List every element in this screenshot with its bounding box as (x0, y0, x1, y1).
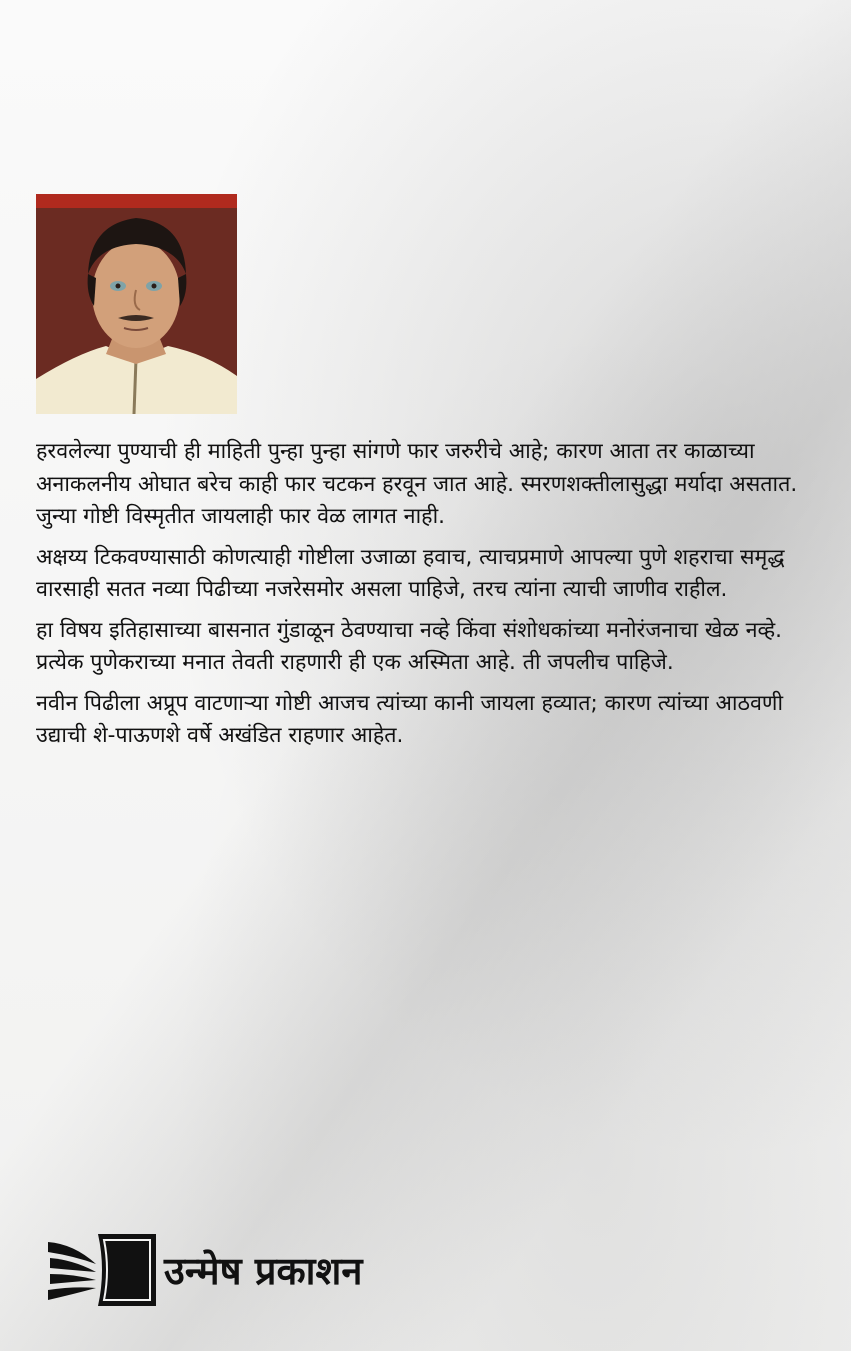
author-portrait-icon (36, 194, 237, 414)
author-photo (36, 194, 237, 414)
publisher-block (44, 1225, 362, 1315)
blurb-paragraph-2: अक्षय्य टिकवण्यासाठी कोणत्याही गोष्टीला उजाळा हवाच, त्याचप्रमाणे आपल्या पुणे शहराचा समृद्ध वारसाही सतत नव्या पिढीच्या नजरेसमोर असला पाहिजे, तरच त्यांना त्याची जाणीव राहील. (36, 544, 785, 602)
blurb-paragraph-4: नवीन पिढीला अप्रूप वाटणाऱ्या गोष्टी आजच त्यांच्या कानी जायला हव्यात; कारण त्यांच्या आठवणी उद्याची शे-पाऊणशे वर्षे अखंडित राहणार आहेत. (36, 690, 784, 748)
book-flame-logo-icon (44, 1230, 156, 1310)
publisher-name: उन्मेष प्रकाशन (164, 1249, 363, 1293)
blurb-paragraph-1: हरवलेल्या पुण्याची ही माहिती पुन्हा पुन्हा सांगणे फार जरुरीचे आहे; कारण आता तर काळाच्या अनाकलनीय ओघात बरेच काही फार चटकन हरवून जात आहे. स्मरणशक्तीलासुद्धा मर्यादा असतात. जुन्या गोष्टी विस्मृतीत जायलाही फार वेळ लागत नाही. (36, 439, 798, 529)
blurb-paragraph-3: हा विषय इतिहासाच्या बासनात गुंडाळून ठेवण्याचा नव्हे किंवा संशोधकांच्या मनोरंजनाचा खेळ नव्हे. प्रत्येक पुणेकराच्या मनात तेवती राहणारी ही एक अस्मिता आहे. ती जपलीच पाहिजे. (36, 617, 782, 675)
blurb-text (36, 436, 826, 761)
